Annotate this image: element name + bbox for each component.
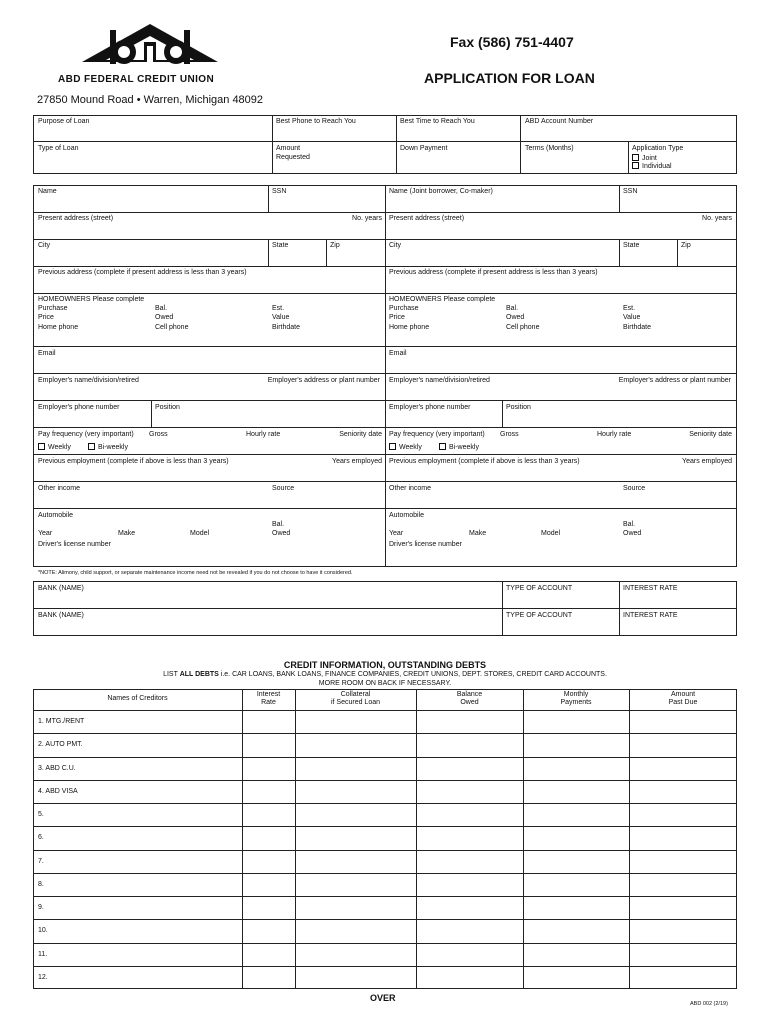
table-row-divider xyxy=(33,803,737,804)
type-of-account-field-2[interactable]: TYPE OF ACCOUNT xyxy=(506,612,573,619)
individual-checkbox[interactable] xyxy=(632,162,672,171)
joint-biweekly-label: Bi-weekly xyxy=(449,444,479,451)
column-header-line-2: Rate xyxy=(261,699,276,706)
over-label: OVER xyxy=(370,993,396,1003)
form-title: APPLICATION FOR LOAN xyxy=(424,70,595,86)
seniority-date-field[interactable]: Seniority date xyxy=(339,431,382,438)
joint-pay-frequency-label: Pay frequency (very important) xyxy=(389,431,485,438)
table-row-label[interactable]: 7. xyxy=(38,857,44,865)
pay-frequency-label: Pay frequency (very important) xyxy=(38,431,134,438)
homeowners-label: HOMEOWNERS Please complete xyxy=(38,296,145,303)
fax-number: Fax (586) 751-4407 xyxy=(450,34,574,50)
table-row-label[interactable]: 4. ABD VISA xyxy=(38,787,78,795)
biweekly-checkbox[interactable] xyxy=(88,443,128,452)
joint-model-field[interactable]: Model xyxy=(541,530,561,537)
drivers-license-field[interactable]: Driver's license number xyxy=(38,541,111,548)
checkbox-icon xyxy=(439,443,446,450)
table-row-label[interactable]: 8. xyxy=(38,880,44,888)
state-field[interactable]: State xyxy=(272,242,289,249)
credit-subtitle xyxy=(0,671,770,679)
joint-source-field[interactable]: Source xyxy=(623,485,646,492)
auto-bal-label: Bal. xyxy=(272,521,285,528)
credit-subtitle-bold: ALL DEBTS xyxy=(179,671,219,678)
type-of-loan-field[interactable]: Type of Loan xyxy=(38,145,79,152)
est-label: Est. xyxy=(272,305,285,312)
alimony-note: *NOTE: Alimony, child support, or separate maintenance income need not be revealed if you do not choose to have it considered. xyxy=(38,570,353,576)
table-column-header xyxy=(523,691,629,707)
home-phone-field[interactable]: Home phone xyxy=(38,324,79,331)
email-field[interactable]: Email xyxy=(38,350,56,357)
credit-subtitle-post: i.e. CAR LOANS, BANK LOANS, FINANCE COMPANIES, CREDIT UNIONS, DEPT. STORES, CREDIT CARD ACCOUNTS. xyxy=(218,671,607,678)
column-header-line-1: Amount xyxy=(670,691,696,698)
joint-seniority-date-field[interactable]: Seniority date xyxy=(689,431,732,438)
form-code: ABD 002 (2/19) xyxy=(690,1001,728,1007)
joint-birthdate-field[interactable]: Birthdate xyxy=(623,324,652,331)
table-column-header xyxy=(629,691,737,707)
column-header-line-2: if Secured Loan xyxy=(330,699,381,706)
auto-owed-label: Owed xyxy=(272,530,291,537)
table-column-header xyxy=(242,691,295,707)
joint-automobile-label: Automobile xyxy=(389,512,425,519)
joint-weekly-label: Weekly xyxy=(399,444,422,451)
joint-est-label: Est. xyxy=(623,305,636,312)
joint-biweekly-checkbox[interactable] xyxy=(439,443,479,452)
joint-make-field[interactable]: Make xyxy=(469,530,487,537)
employer-name-field[interactable]: Employer's name/division/retired xyxy=(38,377,139,384)
table-row-label[interactable]: 12. xyxy=(38,973,48,981)
table-row-divider xyxy=(33,780,737,781)
credit-union-name: ABD FEDERAL CREDIT UNION xyxy=(58,74,215,85)
years-employed-field[interactable]: Years employed xyxy=(332,458,382,465)
column-header-line-1: Monthly xyxy=(563,691,589,698)
joint-ssn-field[interactable]: SSN xyxy=(623,188,638,195)
joint-zip-field[interactable]: Zip xyxy=(681,242,691,249)
joint-purchase-label: Purchase xyxy=(389,305,419,312)
joint-no-years-field[interactable]: No. years xyxy=(702,215,732,222)
cell-phone-field[interactable]: Cell phone xyxy=(155,324,189,331)
no-years-field[interactable]: No. years xyxy=(352,215,382,222)
year-field[interactable]: Year xyxy=(38,530,53,537)
joint-weekly-checkbox[interactable] xyxy=(389,443,422,452)
column-header-line-1: Collateral xyxy=(340,691,371,698)
joint-employer-address-field[interactable]: Employer's address or plant number xyxy=(618,377,731,384)
column-header-line-2: Owed xyxy=(460,699,479,706)
zip-field[interactable]: Zip xyxy=(330,242,340,249)
joint-auto-bal-label: Bal. xyxy=(623,521,636,528)
bal-label: Bal. xyxy=(155,305,168,312)
joint-hourly-rate-field[interactable]: Hourly rate xyxy=(597,431,632,438)
logo-graphic xyxy=(80,22,220,78)
checkbox-icon xyxy=(88,443,95,450)
joint-state-field[interactable]: State xyxy=(623,242,640,249)
joint-value-label: Value xyxy=(623,314,641,321)
bank-name-field-2[interactable]: BANK (NAME) xyxy=(38,612,84,619)
hourly-rate-field[interactable]: Hourly rate xyxy=(246,431,281,438)
credit-section-title: CREDIT INFORMATION, OUTSTANDING DEBTS xyxy=(283,660,487,670)
weekly-checkbox[interactable] xyxy=(38,443,71,452)
automobile-label: Automobile xyxy=(38,512,74,519)
amount-requested-label-1: Amount xyxy=(276,145,301,152)
table-row-divider xyxy=(33,733,737,734)
joint-price-label: Price xyxy=(389,314,405,321)
value-label: Value xyxy=(272,314,290,321)
source-field[interactable]: Source xyxy=(272,485,295,492)
credit-subtitle-2: MORE ROOM ON BACK IF NECESSARY. xyxy=(318,680,452,687)
column-header-line-1: Balance xyxy=(456,691,483,698)
joint-gross-field[interactable]: Gross xyxy=(500,431,519,438)
interest-rate-field-1[interactable]: INTEREST RATE xyxy=(623,585,678,592)
joint-name-field[interactable]: Name (Joint borrower, Co-maker) xyxy=(389,188,493,195)
table-row-label[interactable]: 5. xyxy=(38,811,44,818)
column-header-line-1: Names of Creditors xyxy=(107,695,168,702)
joint-years-employed-field[interactable]: Years employed xyxy=(682,458,732,465)
joint-auto-owed-label: Owed xyxy=(623,530,642,537)
make-field[interactable]: Make xyxy=(118,530,136,537)
joint-owed-label: Owed xyxy=(506,314,525,321)
table-row-divider xyxy=(33,919,737,920)
present-address-field[interactable]: Present address (street) xyxy=(38,215,114,222)
ssn-field[interactable]: SSN xyxy=(272,188,287,195)
table-row-divider xyxy=(33,896,737,897)
logo xyxy=(80,22,220,78)
amount-requested-label-2: Requested xyxy=(276,154,310,161)
type-of-account-field-1[interactable]: TYPE OF ACCOUNT xyxy=(506,585,573,592)
joint-bal-label: Bal. xyxy=(506,305,519,312)
account-number-field[interactable]: ABD Account Number xyxy=(525,118,594,125)
joint-previous-employment-field[interactable]: Previous employment (complete if above is less than 3 years) xyxy=(389,458,580,465)
table-row-label[interactable]: 10. xyxy=(38,927,48,935)
table-row-label[interactable]: 1. MTG./RENT xyxy=(38,718,85,725)
name-field[interactable]: Name xyxy=(38,188,57,195)
joint-employer-name-field[interactable]: Employer's name/division/retired xyxy=(389,377,490,384)
birthdate-field[interactable]: Birthdate xyxy=(272,324,301,331)
price-label: Price xyxy=(38,314,54,321)
table-row-divider xyxy=(33,850,737,851)
joint-position-field[interactable]: Position xyxy=(506,404,531,411)
joint-email-field[interactable]: Email xyxy=(389,350,407,357)
joint-cell-phone-field[interactable]: Cell phone xyxy=(506,324,540,331)
joint-year-field[interactable]: Year xyxy=(389,530,404,537)
table-row-divider xyxy=(33,757,737,758)
column-header-line-1: Interest xyxy=(256,691,281,698)
table-column-header xyxy=(295,691,416,707)
table-row-label[interactable]: 11. xyxy=(38,950,48,958)
employer-phone-field[interactable]: Employer's phone number xyxy=(38,404,120,411)
joint-other-income-field[interactable]: Other income xyxy=(389,485,432,492)
gross-field[interactable]: Gross xyxy=(149,431,168,438)
joint-home-phone-field[interactable]: Home phone xyxy=(389,324,430,331)
bank-name-field-1[interactable]: BANK (NAME) xyxy=(38,585,84,592)
position-field[interactable]: Position xyxy=(155,404,180,411)
checkbox-icon xyxy=(632,162,639,169)
city-field[interactable]: City xyxy=(38,242,51,249)
table-column-header xyxy=(416,691,523,707)
checkbox-icon xyxy=(632,154,639,161)
other-income-field[interactable]: Other income xyxy=(38,485,81,492)
employer-address-field[interactable]: Employer's address or plant number xyxy=(267,377,380,384)
joint-present-address-field[interactable]: Present address (street) xyxy=(389,215,465,222)
joint-previous-address-field[interactable]: Previous address (complete if present address is less than 3 years) xyxy=(389,269,598,276)
down-payment-field[interactable]: Down Payment xyxy=(400,145,448,152)
table-row-divider xyxy=(33,873,737,874)
table-row-label[interactable]: 2. AUTO PMT. xyxy=(38,741,83,749)
joint-homeowners-label: HOMEOWNERS Please complete xyxy=(389,296,496,303)
checkbox-icon xyxy=(38,443,45,450)
previous-employment-field[interactable]: Previous employment (complete if above is less than 3 years) xyxy=(38,458,229,465)
interest-rate-field-2[interactable]: INTEREST RATE xyxy=(623,612,678,619)
joint-employer-phone-field[interactable]: Employer's phone number xyxy=(389,404,471,411)
table-row-divider xyxy=(33,966,737,967)
column-header-line-2: Payments xyxy=(560,699,592,706)
table-row-label[interactable]: 3. ABD C.U. xyxy=(38,764,76,772)
joint-label: Joint xyxy=(642,155,657,162)
model-field[interactable]: Model xyxy=(190,530,210,537)
address: 27850 Mound Road • Warren, Michigan 48092 xyxy=(37,94,264,106)
joint-city-field[interactable]: City xyxy=(389,242,402,249)
biweekly-label: Bi-weekly xyxy=(98,444,128,451)
table-row-label[interactable]: 9. xyxy=(38,904,44,911)
best-time-field[interactable]: Best Time to Reach You xyxy=(400,118,475,125)
best-phone-field[interactable]: Best Phone to Reach You xyxy=(276,118,356,125)
terms-field[interactable]: Terms (Months) xyxy=(525,145,574,152)
owed-label: Owed xyxy=(155,314,174,321)
table-row-label[interactable]: 6. xyxy=(38,834,44,842)
table-row-divider xyxy=(33,943,737,944)
individual-label: Individual xyxy=(642,163,672,170)
purpose-of-loan-field[interactable]: Purpose of Loan xyxy=(38,118,90,125)
credit-subtitle-pre: LIST xyxy=(163,671,180,678)
previous-address-field[interactable]: Previous address (complete if present address is less than 3 years) xyxy=(38,269,247,276)
checkbox-icon xyxy=(389,443,396,450)
table-column-header xyxy=(33,695,242,703)
application-type-label: Application Type xyxy=(632,145,684,152)
joint-drivers-license-field[interactable]: Driver's license number xyxy=(389,541,462,548)
weekly-label: Weekly xyxy=(48,444,71,451)
column-header-line-2: Past Due xyxy=(668,699,698,706)
purchase-label: Purchase xyxy=(38,305,68,312)
table-row-divider xyxy=(33,826,737,827)
table-row-divider xyxy=(33,710,737,711)
